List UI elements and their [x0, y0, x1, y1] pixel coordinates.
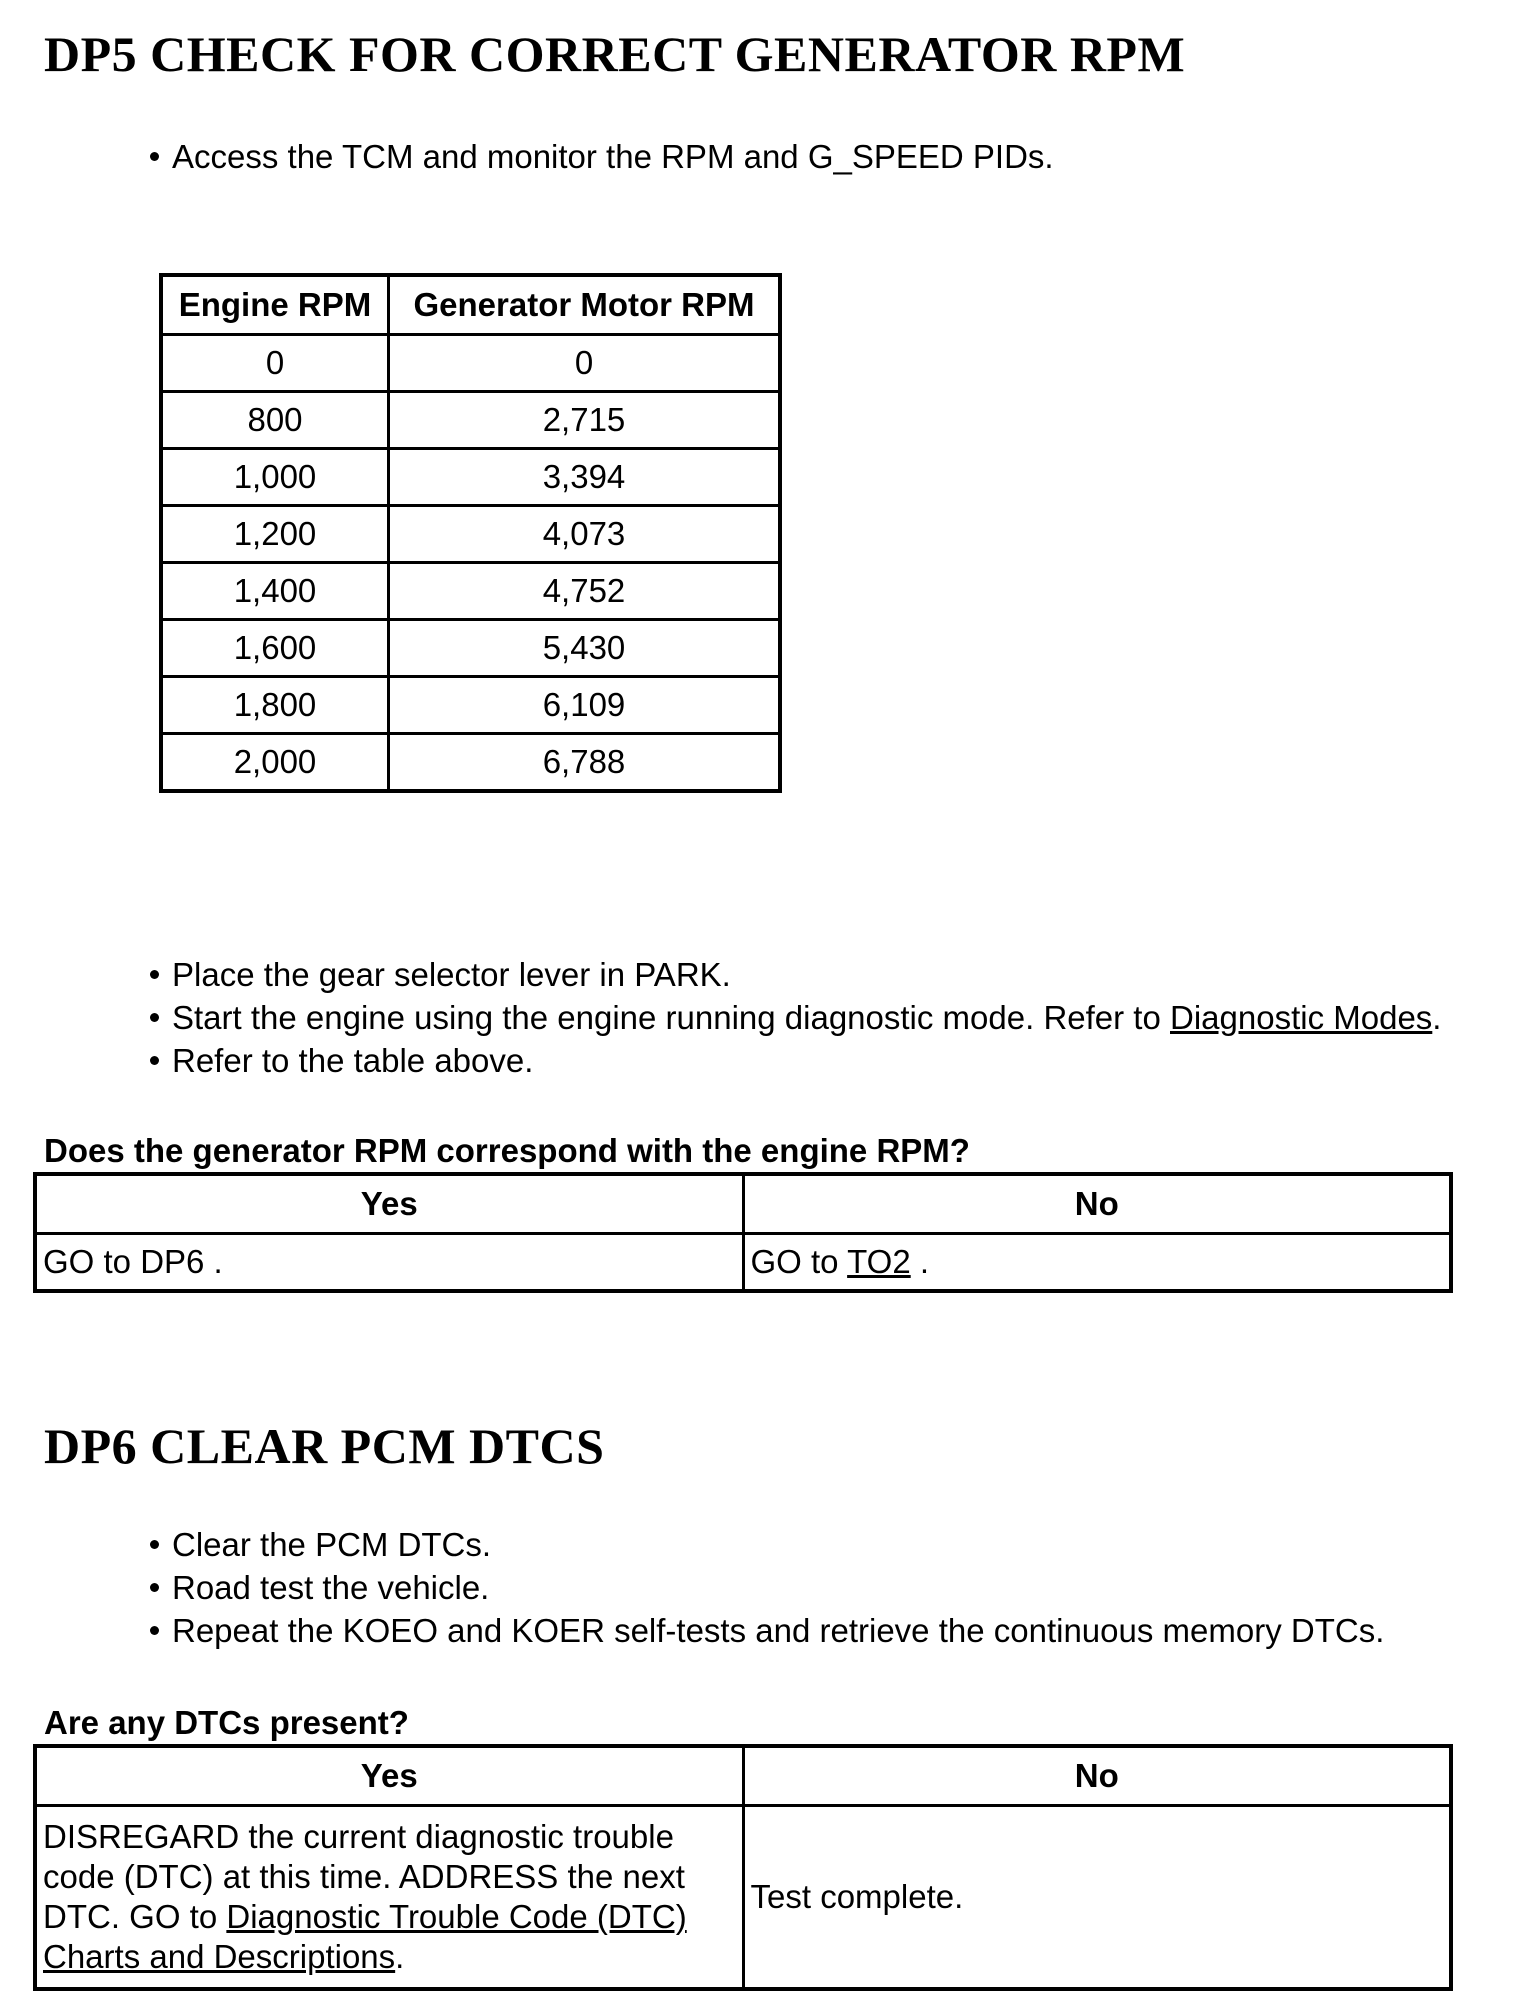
- table-header-row: [161, 275, 780, 335]
- yes-cell-suffix: .: [395, 1938, 405, 1975]
- to2-link[interactable]: TO2: [847, 1243, 911, 1280]
- step-text-suffix: .: [1432, 999, 1442, 1036]
- table-row: [35, 1806, 1451, 1990]
- table-row: [161, 563, 780, 620]
- engine-rpm-cell: 1,600: [161, 620, 389, 677]
- engine-rpm-header: Engine RPM: [161, 275, 389, 335]
- no-header: No: [743, 1174, 1451, 1234]
- table-row: [161, 335, 780, 392]
- table-row: [161, 506, 780, 563]
- engine-rpm-cell: 1,400: [161, 563, 389, 620]
- generator-rpm-cell: 2,715: [389, 392, 781, 449]
- list-item: [150, 996, 1441, 1039]
- generator-rpm-cell: 3,394: [389, 449, 781, 506]
- yes-header: Yes: [35, 1174, 743, 1234]
- generator-rpm-cell: 0: [389, 335, 781, 392]
- engine-rpm-cell: 0: [161, 335, 389, 392]
- dp6-steps-list: [150, 1523, 1384, 1652]
- dp6-yes-no-table: [33, 1744, 1453, 1991]
- engine-rpm-cell: 2,000: [161, 734, 389, 792]
- generator-rpm-cell: 6,788: [389, 734, 781, 792]
- yes-cell: GO to DP6 .: [35, 1234, 743, 1292]
- yes-cell: [35, 1806, 743, 1990]
- list-item: Clear the PCM DTCs.: [150, 1523, 1384, 1566]
- engine-rpm-cell: 1,200: [161, 506, 389, 563]
- dp5-title: DP5 CHECK FOR CORRECT GENERATOR RPM: [44, 26, 1186, 82]
- generator-rpm-cell: 4,752: [389, 563, 781, 620]
- engine-rpm-cell: 800: [161, 392, 389, 449]
- diagnostic-modes-link[interactable]: Diagnostic Modes: [1170, 999, 1433, 1036]
- table-header-row: [35, 1174, 1451, 1234]
- generator-rpm-header: Generator Motor RPM: [389, 275, 781, 335]
- list-item: Repeat the KOEO and KOER self-tests and retrieve the continuous memory DTCs.: [150, 1609, 1384, 1652]
- list-item: Place the gear selector lever in PARK.: [150, 953, 1441, 996]
- dtc-charts-link[interactable]: Diagnostic Trouble Code (DTC) Charts and Descriptions: [43, 1898, 687, 1975]
- dp6-question: Are any DTCs present?: [44, 1704, 409, 1741]
- no-cell-suffix: .: [910, 1243, 930, 1280]
- engine-rpm-cell: 1,000: [161, 449, 389, 506]
- dp5-steps-list: [150, 953, 1441, 1082]
- rpm-table: [159, 273, 782, 793]
- table-row: [161, 392, 780, 449]
- table-row: [161, 620, 780, 677]
- dp5-question: Does the generator RPM correspond with the engine RPM?: [44, 1132, 970, 1169]
- dp5-intro-list: [150, 135, 1054, 178]
- no-cell: Test complete.: [743, 1806, 1451, 1990]
- table-header-row: [35, 1746, 1451, 1806]
- no-cell-prefix: GO to: [750, 1243, 848, 1280]
- table-row: [35, 1234, 1451, 1292]
- generator-rpm-cell: 4,073: [389, 506, 781, 563]
- no-header: No: [743, 1746, 1451, 1806]
- table-row: [161, 734, 780, 792]
- table-row: [161, 449, 780, 506]
- dp5-yes-no-table: [33, 1172, 1453, 1293]
- yes-cell-prefix: DISREGARD the current diagnostic trouble code (DTC) at this time. ADDRESS the next DTC. GO to: [43, 1818, 685, 1935]
- engine-rpm-cell: 1,800: [161, 677, 389, 734]
- no-cell: [743, 1234, 1451, 1292]
- generator-rpm-cell: 6,109: [389, 677, 781, 734]
- dp6-title: DP6 CLEAR PCM DTCS: [44, 1418, 605, 1474]
- step-text: Start the engine using the engine running diagnostic mode. Refer to: [172, 999, 1170, 1036]
- table-row: [161, 677, 780, 734]
- generator-rpm-cell: 5,430: [389, 620, 781, 677]
- list-item: Road test the vehicle.: [150, 1566, 1384, 1609]
- yes-header: Yes: [35, 1746, 743, 1806]
- list-item: Access the TCM and monitor the RPM and G_SPEED PIDs.: [150, 135, 1054, 178]
- list-item: Refer to the table above.: [150, 1039, 1441, 1082]
